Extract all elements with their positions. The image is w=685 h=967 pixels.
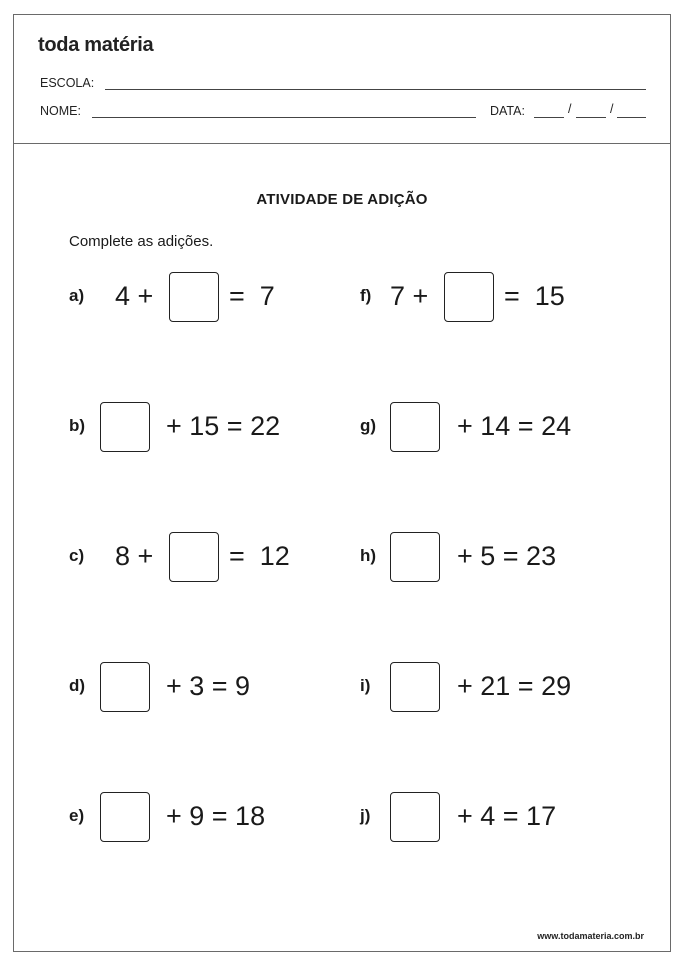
exercise-result: = 7	[229, 281, 275, 311]
exercise-d	[69, 662, 339, 714]
exercise-rest: + 5 = 23	[457, 541, 557, 571]
date-label: DATA:	[490, 104, 525, 118]
answer-box[interactable]	[390, 792, 440, 842]
instruction: Complete as adições.	[69, 233, 214, 250]
exercise-letter: a)	[69, 286, 85, 305]
answer-box[interactable]	[444, 272, 494, 322]
answer-box[interactable]	[169, 272, 219, 322]
exercise-letter: c)	[69, 546, 85, 565]
exercise-j	[360, 792, 630, 844]
worksheet	[13, 14, 671, 952]
exercise-result: = 15	[504, 281, 565, 311]
date-day-field[interactable]	[534, 117, 564, 118]
exercise-a	[69, 272, 339, 324]
exercise-rest: + 21 = 29	[457, 671, 572, 701]
exercise-letter: f)	[360, 286, 372, 305]
exercise-c	[69, 532, 339, 584]
answer-box[interactable]	[390, 662, 440, 712]
school-field[interactable]	[105, 89, 646, 90]
exercise-letter: h)	[360, 546, 377, 565]
exercise-letter: b)	[69, 416, 86, 435]
answer-box[interactable]	[390, 532, 440, 582]
exercise-addend: 7 +	[390, 281, 429, 311]
exercise-rest: + 4 = 17	[457, 801, 557, 831]
answer-box[interactable]	[390, 402, 440, 452]
answer-box[interactable]	[100, 662, 150, 712]
exercise-letter: j)	[360, 806, 371, 825]
exercise-g	[360, 402, 630, 454]
exercise-rest: + 15 = 22	[166, 411, 281, 441]
exercise-letter: i)	[360, 676, 371, 695]
header-divider	[14, 143, 670, 144]
date-separator: /	[610, 102, 614, 116]
exercise-addend: 4 +	[115, 281, 154, 311]
exercise-f	[360, 272, 630, 324]
answer-box[interactable]	[100, 402, 150, 452]
date-separator: /	[568, 102, 572, 116]
answer-box[interactable]	[169, 532, 219, 582]
brand-logo: toda matéria	[38, 34, 154, 56]
exercise-rest: + 9 = 18	[166, 801, 266, 831]
exercise-letter: d)	[69, 676, 86, 695]
name-label: NOME:	[40, 104, 81, 118]
exercise-i	[360, 662, 630, 714]
exercise-h	[360, 532, 630, 584]
exercise-letter: e)	[69, 806, 85, 825]
date-month-field[interactable]	[576, 117, 606, 118]
exercise-result: = 12	[229, 541, 290, 571]
exercise-addend: 8 +	[115, 541, 154, 571]
name-field[interactable]	[92, 117, 476, 118]
exercise-letter: g)	[360, 416, 377, 435]
footer-url[interactable]: www.todamateria.com.br	[537, 931, 644, 941]
answer-box[interactable]	[100, 792, 150, 842]
activity-title: ATIVIDADE DE ADIÇÃO	[256, 191, 428, 208]
exercise-b	[69, 402, 339, 454]
exercise-rest: + 14 = 24	[457, 411, 572, 441]
exercise-e	[69, 792, 339, 844]
school-label: ESCOLA:	[40, 76, 95, 90]
exercise-rest: + 3 = 9	[166, 671, 251, 701]
date-year-field[interactable]	[617, 117, 646, 118]
